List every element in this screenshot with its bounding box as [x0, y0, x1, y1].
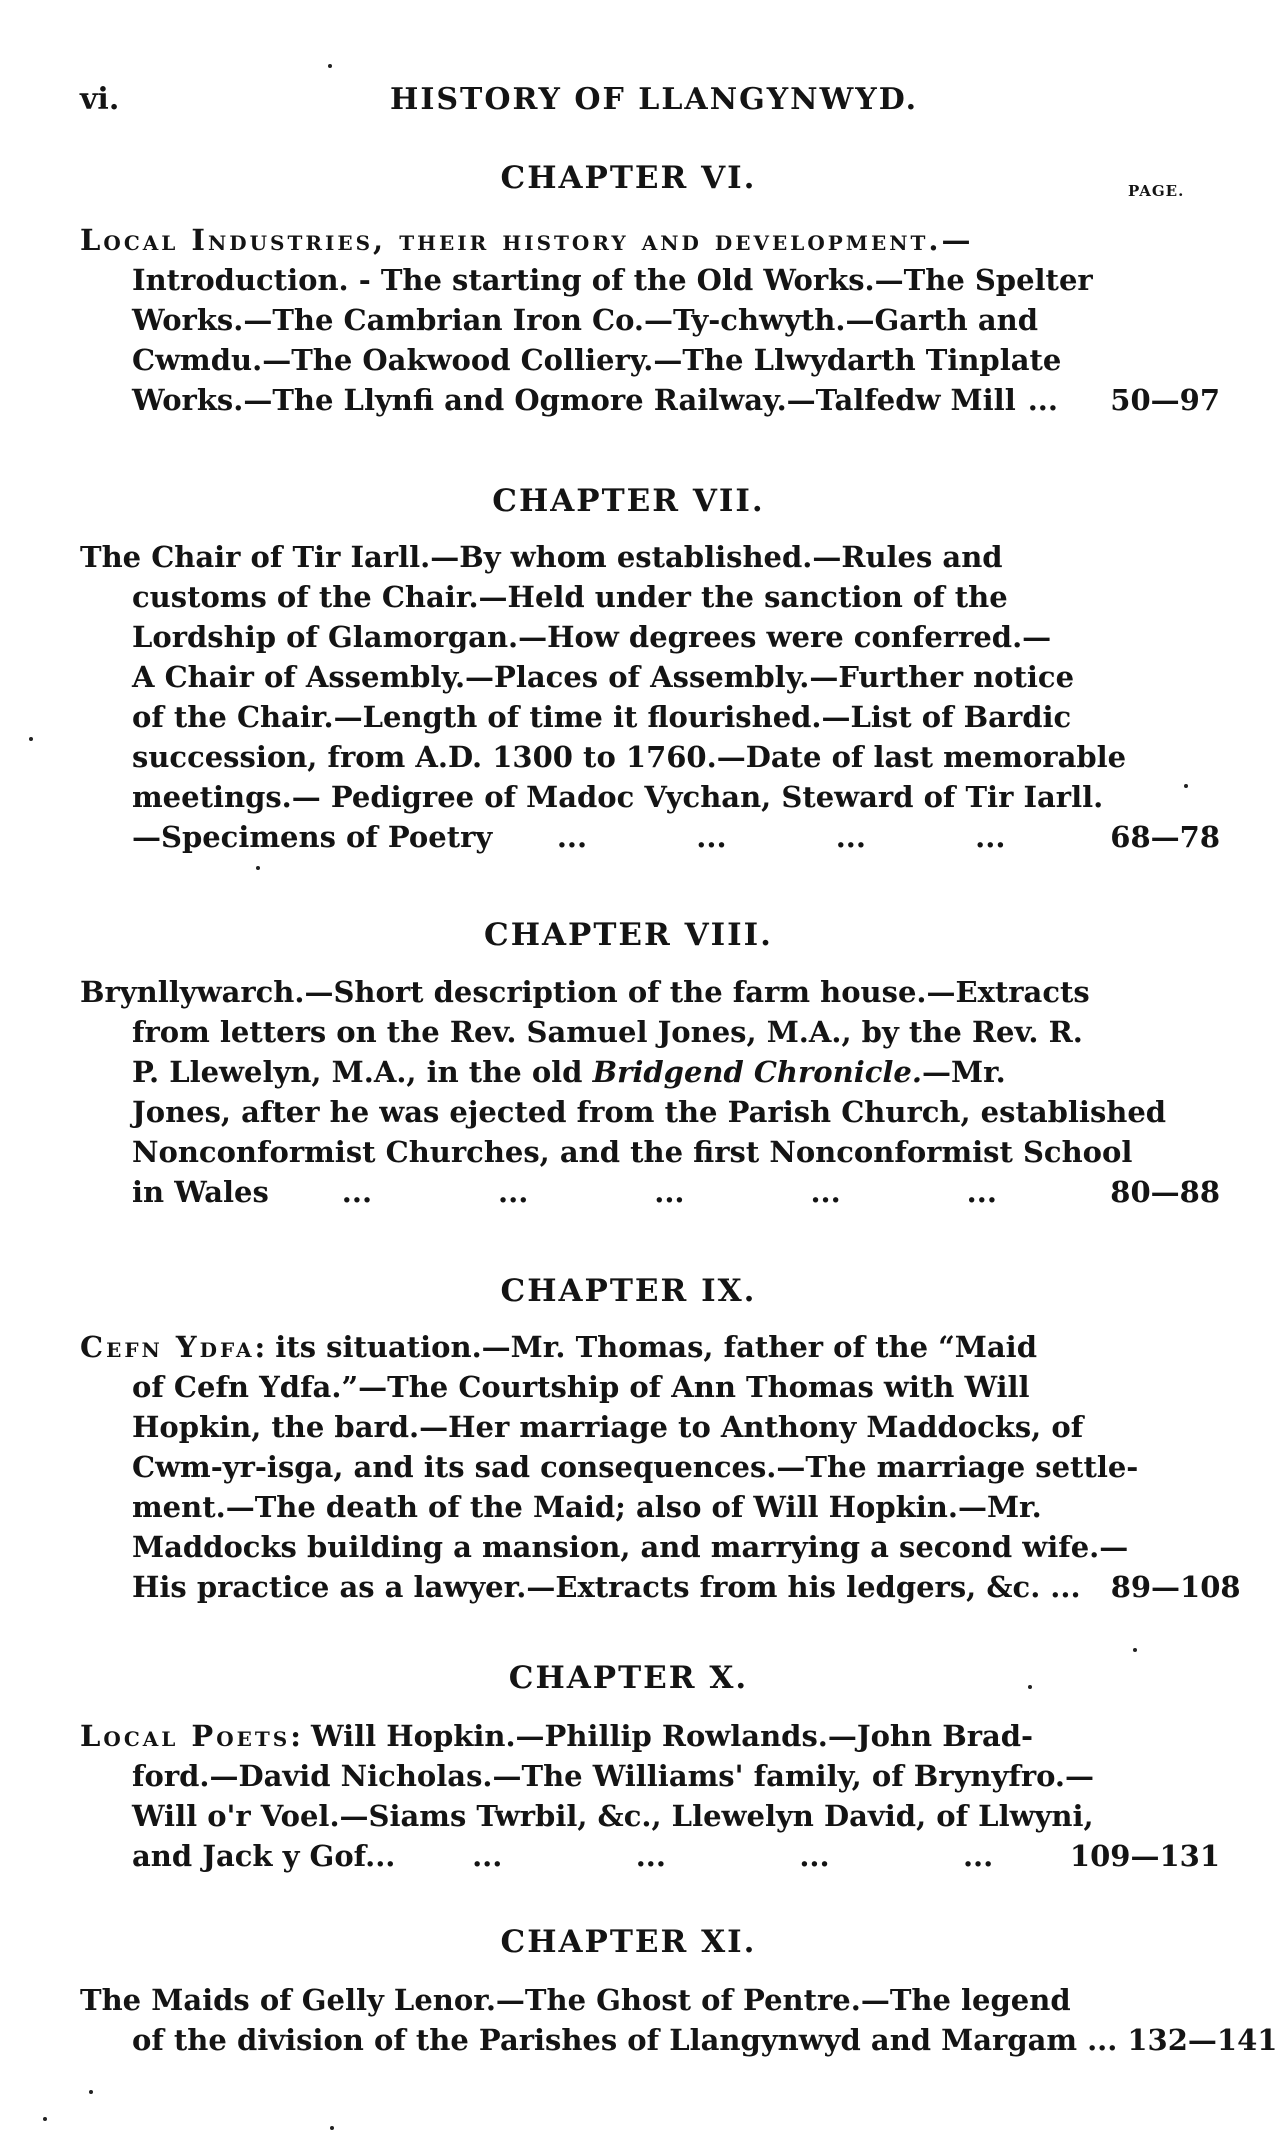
entry-lead: Local Industries, their history and development. [80, 223, 942, 257]
entry-line: Introduction. - The starting of the Old Works.—The Spelter [132, 263, 1093, 297]
chapter-heading: CHAPTER VII. [492, 483, 765, 519]
entry-line: Works.—The Cambrian Iron Co.—Ty-chwyth.—Garth and [132, 303, 1039, 337]
dot-leaders: ... [1027, 383, 1058, 417]
entry-line: P. Llewelyn, M.A., in the old Bridgend Chronicle.—Mr. [132, 1055, 1006, 1089]
scan-speck [89, 2090, 93, 2094]
entry-line: Nonconformist Churches, and the first Nonconformist School [132, 1135, 1133, 1169]
entry-last-line: and Jack y Gof... ... ... ... ... 109—131 [80, 1836, 1230, 1876]
entry-line: Cefn Ydfa: its situation.—Mr. Thomas, father of the “Maid [80, 1330, 1037, 1364]
entry-line: A Chair of Assembly.—Places of Assembly.—Further notice [132, 660, 1075, 694]
scan-speck [1133, 1648, 1137, 1652]
entry-last-line: His practice as a lawyer.—Extracts from his ledgers, &c. ... 89—108 [80, 1567, 1230, 1607]
scan-speck [43, 2117, 47, 2121]
entry-line: ford.—David Nicholas.—The Williams' family, of Brynyfro.— [132, 1759, 1095, 1793]
entry-last-line: Works.—The Llynfi and Ogmore Railway.—Talfedw Mill ... 50—97 [80, 380, 1230, 420]
chapter-heading: CHAPTER IX. [500, 1273, 757, 1309]
dot-leaders: ... ... ... ... [556, 820, 1006, 854]
entry-line: customs of the Chair.—Held under the sanction of the [132, 580, 1008, 614]
dot-leaders: ... ... ... ... ... [341, 1175, 997, 1209]
entry-line: Hopkin, the bard.—Her marriage to Anthony Maddocks, of [132, 1410, 1084, 1444]
page-column-label: PAGE. [1128, 182, 1185, 200]
entry-last-line: in Wales ... ... ... ... ... 80—88 [80, 1172, 1230, 1212]
running-title: HISTORY OF LLANGYNWYD. [390, 82, 919, 117]
chapter-heading: CHAPTER X. [508, 1660, 749, 1696]
entry-line: of the Chair.—Length of time it flourished.—List of Bardic [132, 700, 1072, 734]
entry-line: meetings.— Pedigree of Madoc Vychan, Steward of Tir Iarll. [132, 780, 1104, 814]
scan-speck [1184, 784, 1188, 788]
entry-line: from letters on the Rev. Samuel Jones, M.A., by the Rev. R. [132, 1015, 1083, 1049]
entry-line: The Chair of Tir Iarll.—By whom established.—Rules and [80, 540, 1003, 574]
entry-line: Lordship of Glamorgan.—How degrees were conferred.— [132, 620, 1052, 654]
entry-line: Jones, after he was ejected from the Parish Church, established [132, 1095, 1167, 1129]
scan-speck [29, 737, 33, 741]
scan-speck [256, 866, 260, 870]
entry-line: of Cefn Ydfa.”—The Courtship of Ann Thomas with Will [132, 1370, 1030, 1404]
scan-speck [330, 2126, 334, 2130]
scan-speck [328, 64, 332, 68]
page-range: 50—97 [1110, 383, 1220, 417]
page-range: 109—131 [1069, 1839, 1220, 1873]
newspaper-title: Bridgend Chronicle. [592, 1055, 922, 1089]
chapter-entry [80, 537, 1230, 857]
entry-last-line: of the division of the Parishes of Llangynwyd and Margam ... 132—141 [80, 2020, 1230, 2060]
scan-speck [1028, 1685, 1032, 1689]
chapter-entry [80, 220, 1230, 420]
entry-line: ment.—The death of the Maid; also of Will Hopkin.—Mr. [132, 1490, 1042, 1524]
entry-last-line: —Specimens of Poetry ... ... ... ... 68—78 [80, 817, 1230, 857]
chapter-entry [80, 1716, 1230, 1876]
chapter-entry [80, 1980, 1278, 2060]
page-range: 132—141 [1127, 2023, 1278, 2057]
entry-line: Brynllywarch.—Short description of the farm house.—Extracts [80, 975, 1090, 1009]
chapter-heading: CHAPTER VIII. [484, 917, 773, 953]
entry-lead: Cefn Ydfa [80, 1330, 255, 1364]
dot-leaders: ... ... ... ... [472, 1839, 994, 1873]
entry-line: The Maids of Gelly Lenor.—The Ghost of Pentre.—The legend [80, 1983, 1071, 2017]
page-range: 80—88 [1110, 1175, 1220, 1209]
page-range: 68—78 [1110, 820, 1220, 854]
chapter-heading: CHAPTER XI. [500, 1924, 757, 1960]
entry-line: succession, from A.D. 1300 to 1760.—Date of last memorable [132, 740, 1127, 774]
entry-line: Cwmdu.—The Oakwood Colliery.—The Llwydarth Tinplate [132, 343, 1062, 377]
dot-leaders: ... [1050, 1570, 1081, 1604]
chapter-heading: CHAPTER VI. [500, 160, 757, 196]
chapter-entry [80, 972, 1230, 1212]
page-number: vi. [80, 82, 120, 117]
entry-line: Local Poets: Will Hopkin.—Phillip Rowlands.—John Brad- [80, 1719, 1034, 1753]
dot-leaders: ... [1087, 2023, 1118, 2057]
entry-line: Maddocks building a mansion, and marrying a second wife.— [132, 1530, 1129, 1564]
chapter-entry [80, 1327, 1241, 1607]
entry-line: Will o'r Voel.—Siams Twrbil, &c., Llewelyn David, of Llwyni, [132, 1799, 1094, 1833]
page-range: 89—108 [1110, 1570, 1241, 1604]
entry-line: Cwm-yr-isga, and its sad consequences.—The marriage settle- [132, 1450, 1139, 1484]
entry-line: Local Industries, their history and development.— [80, 223, 971, 257]
entry-lead: Local Poets [80, 1719, 291, 1753]
